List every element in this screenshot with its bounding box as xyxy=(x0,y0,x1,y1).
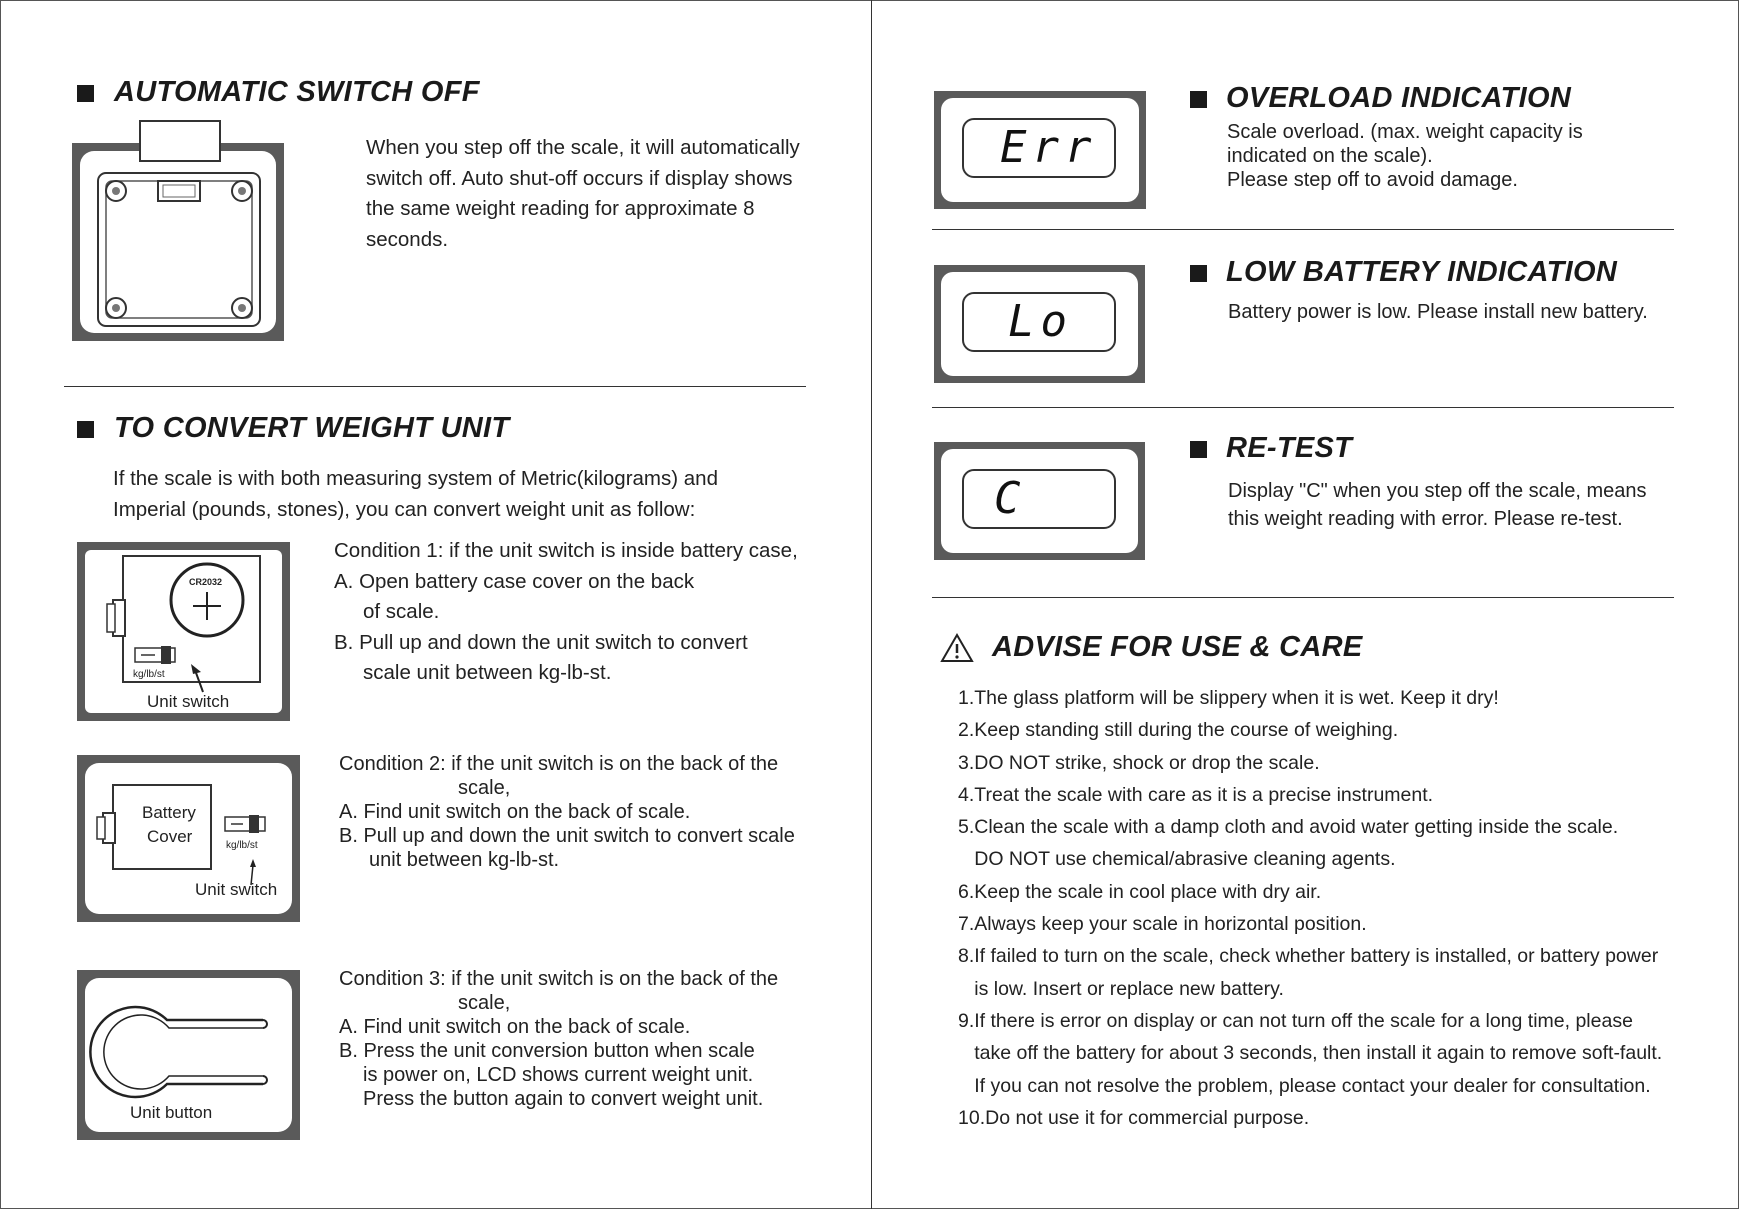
condition-line: A. Open battery case cover on the back xyxy=(334,569,695,593)
condition-line: B. Pull up and down the unit switch to convert scale xyxy=(339,825,795,847)
auto-off-line: seconds. xyxy=(366,227,449,251)
condition-line: is power on, LCD shows current weight unit. xyxy=(363,1064,754,1086)
condition-line: Condition 1: if the unit switch is inside battery case, xyxy=(334,539,798,562)
list-item: take off the battery for about 3 seconds, then install it again to remove soft-fault. xyxy=(958,1042,1663,1065)
retest-body xyxy=(1228,477,1647,533)
center-fold-line xyxy=(871,0,872,1209)
scale-top-view-illustration xyxy=(72,143,284,341)
list-item: 2.Keep standing still during the course of weighing. xyxy=(958,719,1399,742)
condition-line: Press the button again to convert weight unit. xyxy=(363,1088,764,1110)
unit-switch-scale-label: kg/lb/st xyxy=(133,669,165,680)
convert-intro-line: Imperial (pounds, stones), you can convert weight unit as follow: xyxy=(113,497,696,521)
warning-triangle-icon xyxy=(940,633,974,663)
condition-2-text xyxy=(339,752,795,872)
bullet-square xyxy=(1190,265,1207,282)
list-item: DO NOT use chemical/abrasive cleaning agents. xyxy=(958,848,1396,871)
list-item: is low. Insert or replace new battery. xyxy=(958,977,1284,1000)
list-item: 1.The glass platform will be slippery when it is wet. Keep it dry! xyxy=(958,687,1499,709)
unit-button-illustration xyxy=(77,970,300,1140)
list-item: 10.Do not use it for commercial purpose. xyxy=(958,1106,1310,1129)
overload-line: Please step off to avoid damage. xyxy=(1227,169,1518,191)
list-item: 5.Clean the scale with a damp cloth and avoid water getting inside the scale. xyxy=(958,816,1619,839)
c-display: C xyxy=(994,473,1027,524)
auto-off-line: When you step off the scale, it will automatically xyxy=(366,136,800,159)
condition-3-text xyxy=(339,967,778,1111)
auto-off-line: switch off. Auto shut-off occurs if display shows xyxy=(366,166,793,190)
overload-lcd xyxy=(934,91,1146,209)
condition-line: unit between kg-lb-st. xyxy=(369,849,560,871)
section-divider xyxy=(64,386,806,387)
overload-body xyxy=(1227,120,1583,192)
auto-off-line: the same weight reading for approximate 8 xyxy=(366,197,755,220)
scale-illustration-icon xyxy=(72,143,284,341)
list-item: 9.If there is error on display or can not turn off the scale for a long time, please xyxy=(958,1009,1633,1032)
auto-off-heading: AUTOMATIC SWITCH OFF xyxy=(114,76,480,108)
cr2032-label: CR2032 xyxy=(189,577,223,587)
condition-line: A. Find unit switch on the back of scale. xyxy=(339,1016,691,1038)
battery-cover-illustration xyxy=(77,755,300,922)
list-item: 8.If failed to turn on the scale, check whether battery is installed, or battery power xyxy=(958,945,1659,968)
condition-line: B. Press the unit conversion button when scale xyxy=(339,1040,755,1062)
low-battery-line: Battery power is low. Please install new battery. xyxy=(1228,301,1648,323)
condition-line: B. Pull up and down the unit switch to convert xyxy=(334,630,748,654)
list-item: 6.Keep the scale in cool place with dry air. xyxy=(958,880,1322,903)
condition-line: A. Find unit switch on the back of scale. xyxy=(339,801,691,823)
overload-line: indicated on the scale). xyxy=(1227,145,1433,167)
condition-line: scale unit between kg-lb-st. xyxy=(363,661,612,684)
auto-off-body xyxy=(366,133,800,255)
condition-line: Condition 2: if the unit switch is on the back of the xyxy=(339,753,779,775)
unit-button-caption: Unit button xyxy=(130,1103,213,1122)
advise-heading: ADVISE FOR USE & CARE xyxy=(992,631,1363,663)
low-battery-lcd xyxy=(934,265,1145,383)
condition-line: of scale. xyxy=(363,600,440,623)
unit-switch-scale-label: kg/lb/st xyxy=(226,840,258,851)
condition-line: Condition 3: if the unit switch is on the back of the xyxy=(339,968,779,990)
err-display: Err xyxy=(1000,122,1098,173)
low-battery-body xyxy=(1228,300,1648,324)
retest-lcd xyxy=(934,442,1145,560)
unit-switch-caption: Unit switch xyxy=(195,880,278,899)
unit-switch-caption: Unit switch xyxy=(147,692,230,711)
retest-line: Display "C" when you step off the scale, means xyxy=(1228,480,1647,502)
list-item: If you can not resolve the problem, please contact your dealer for consultation. xyxy=(958,1074,1651,1097)
overload-line: Scale overload. (max. weight capacity is xyxy=(1227,121,1583,143)
retest-line: this weight reading with error. Please re-test. xyxy=(1228,508,1623,530)
convert-intro-line: If the scale is with both measuring system of Metric(kilograms) and xyxy=(113,467,718,490)
list-item: 4.Treat the scale with care as it is a precise instrument. xyxy=(958,783,1434,806)
list-item: 3.DO NOT strike, shock or drop the scale. xyxy=(958,751,1320,774)
advise-list xyxy=(958,682,1698,1134)
bullet-square xyxy=(1190,441,1207,458)
battery-cover-label: Cover xyxy=(147,827,193,846)
low-battery-heading: LOW BATTERY INDICATION xyxy=(1226,256,1618,288)
section-divider xyxy=(932,407,1674,408)
list-item: 7.Always keep your scale in horizontal position. xyxy=(958,913,1367,936)
battery-cover-label: Battery xyxy=(142,803,196,822)
bullet-square xyxy=(77,421,94,438)
scale-display-tab xyxy=(139,120,221,162)
convert-heading: TO CONVERT WEIGHT UNIT xyxy=(114,412,510,444)
overload-heading: OVERLOAD INDICATION xyxy=(1226,82,1572,114)
retest-heading: RE-TEST xyxy=(1226,432,1353,464)
battery-case-illustration xyxy=(77,542,290,721)
condition-1-text xyxy=(334,536,798,689)
condition-line: scale, xyxy=(458,992,511,1014)
lo-display: Lo xyxy=(1008,296,1073,347)
section-divider xyxy=(932,229,1674,230)
condition-line: scale, xyxy=(458,777,511,799)
bullet-square xyxy=(77,85,94,102)
bullet-square xyxy=(1190,91,1207,108)
convert-intro xyxy=(113,464,718,525)
section-divider xyxy=(932,597,1674,598)
